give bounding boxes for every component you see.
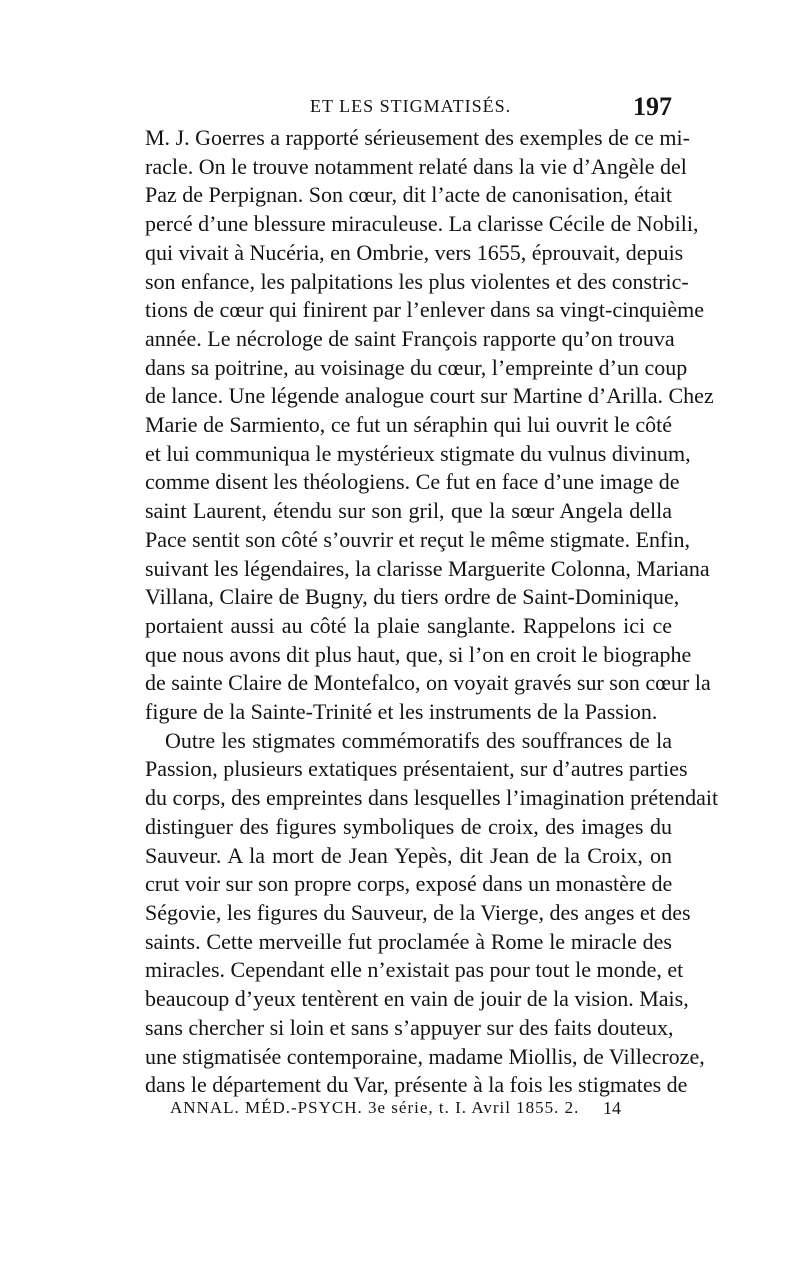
text-line: saints. Cette merveille fut proclamée à Rome le miracle des [145, 928, 672, 954]
text-line: miracles. Cependant elle n’existait pas pour tout le monde, et [145, 957, 684, 983]
text-line: comme disent les théologiens. Ce fut en face d’une image de [145, 469, 680, 495]
page-number: 197 [633, 92, 672, 121]
text-line: figure de la Sainte-Trinité et les instruments de la Passion. [145, 699, 658, 725]
running-header [142, 92, 672, 126]
text-line: Passion, plusieurs extatiques présentaient, sur d’autres parties [145, 756, 688, 782]
text-line: tions de cœur qui finirent par l’enlever dans sa vingt-cinquième [145, 297, 704, 323]
text-line: beaucoup d’yeux tentèrent en vain de jouir de la vision. Mais, [145, 986, 689, 1012]
text-line: de lance. Une légende analogue court sur Martine d’Arilla. Chez [145, 383, 714, 409]
footer-signature-mark: 14 [603, 1098, 621, 1118]
text-line: percé d’une blessure miraculeuse. La clarisse Cécile de Nobili, [145, 211, 699, 237]
running-title: ET LES STIGMATISÉS. [310, 96, 512, 116]
text-line: M. J. Goerres a rapporté sérieusement des exemples de ce mi- [145, 125, 690, 150]
text-line: et lui communiqua le mystérieux stigmate du vulnus divinum, [145, 440, 691, 466]
paragraph-2 [145, 727, 719, 1100]
text-line: racle. On le trouve notamment relaté dans la vie d’Angèle del [145, 153, 687, 179]
text-line: son enfance, les palpitations les plus violentes et des constric- [145, 268, 689, 294]
text-line: Ségovie, les figures du Sauveur, de la Vierge, des anges et des [145, 899, 691, 925]
text-line: Marie de Sarmiento, ce fut un séraphin qui lui ouvrit le côté [145, 412, 672, 438]
paragraph-1 [145, 124, 714, 727]
body-text [145, 124, 719, 1100]
text-line: du corps, des empreintes dans lesquelles l’imagination prétendait [145, 785, 719, 811]
text-line: saint Laurent, étendu sur son gril, que la sœur Angela della [145, 498, 672, 524]
text-line: crut voir sur son propre corps, exposé dans un monastère de [145, 871, 673, 897]
footer-journal-reference: ANNAL. MÉD.-PSYCH. 3e série, t. I. Avril 1855. 2. [170, 1098, 580, 1117]
text-line: suivant les légendaires, la clarisse Marguerite Colonna, Mariana [145, 555, 710, 581]
signature-footer [170, 1098, 672, 1122]
text-line: Sauveur. A la mort de Jean Yepès, dit Jean de la Croix, on [145, 842, 672, 868]
text-line: distinguer des figures symboliques de croix, des images du [145, 813, 672, 839]
text-line: année. Le nécrologe de saint François rapporte qu’on trouva [145, 325, 675, 351]
text-line: dans sa poitrine, au voisinage du cœur, l’empreinte d’un coup [145, 354, 688, 380]
text-line: une stigmatisée contemporaine, madame Miollis, de Villecroze, [145, 1043, 705, 1069]
text-line: portaient aussi au côté la plaie sanglante. Rappelons ici ce [145, 612, 672, 638]
text-line: que nous avons dit plus haut, que, si l’on en croit le biographe [145, 641, 692, 667]
text-line: qui vivait à Nucéria, en Ombrie, vers 1655, éprouvait, depuis [145, 239, 684, 265]
text-line: Paz de Perpignan. Son cœur, dit l’acte de canonisation, était [145, 182, 672, 208]
text-line: Outre les stigmates commémoratifs des souffrances de la [165, 727, 672, 753]
text-line: Pace sentit son côté s’ouvrir et reçut le même stigmate. Enfin, [145, 526, 690, 552]
text-line: de sainte Claire de Montefalco, on voyait gravés sur son cœur la [145, 670, 711, 696]
text-line: dans le département du Var, présente à la fois les stigmates de [145, 1072, 688, 1098]
text-line: sans chercher si loin et sans s’appuyer sur des faits douteux, [145, 1014, 674, 1040]
text-line: Villana, Claire de Bugny, du tiers ordre de Saint-Dominique, [145, 584, 680, 610]
